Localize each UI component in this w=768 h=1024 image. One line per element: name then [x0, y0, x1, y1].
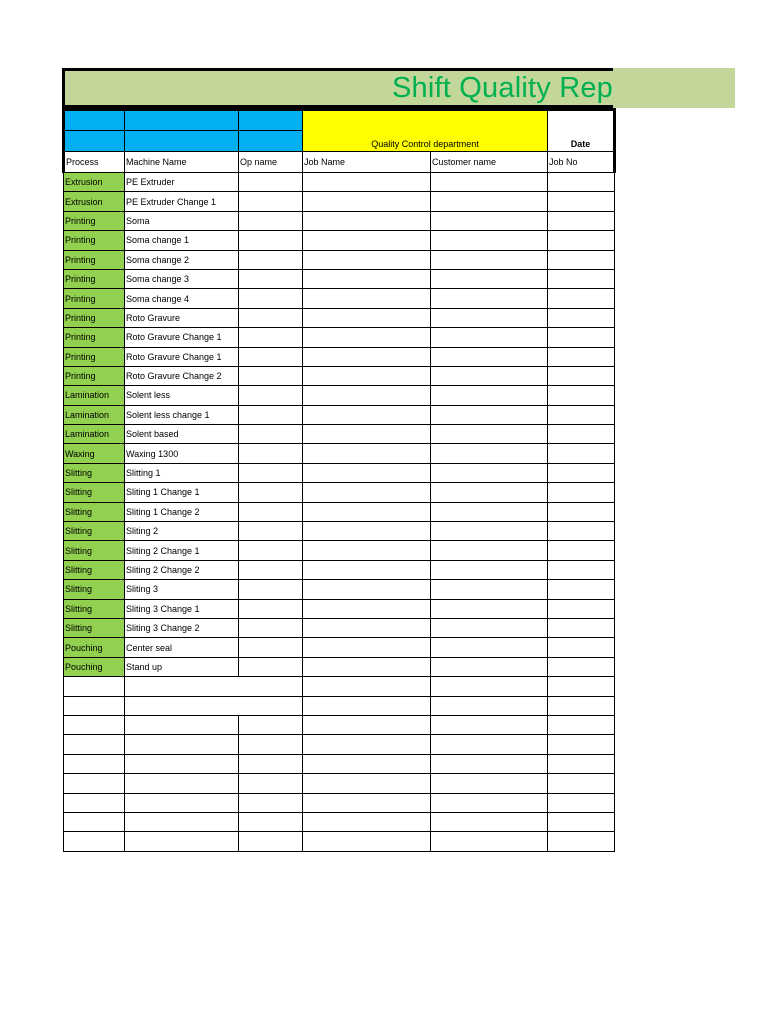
job-name-cell[interactable] [303, 541, 431, 560]
customer-name-cell[interactable] [431, 366, 548, 385]
job-no-cell[interactable] [548, 522, 615, 541]
machine-name-cell: Sliting 3 Change 2 [125, 618, 239, 637]
customer-name-cell[interactable] [431, 463, 548, 482]
process-cell: Waxing [64, 444, 125, 463]
job-name-cell[interactable] [303, 560, 431, 579]
op-name-cell[interactable] [239, 308, 303, 327]
process-cell: Slitting [64, 502, 125, 521]
table-row [64, 657, 615, 676]
table-row [64, 173, 615, 192]
job-name-cell[interactable] [303, 735, 431, 754]
job-name-cell[interactable] [303, 289, 431, 308]
customer-name-cell[interactable] [431, 289, 548, 308]
process-cell[interactable] [64, 793, 125, 812]
op-name-cell[interactable] [239, 289, 303, 308]
job-name-cell[interactable] [303, 192, 431, 211]
job-no-cell[interactable] [548, 580, 615, 599]
table-row [64, 269, 615, 288]
table-row [64, 308, 615, 327]
process-cell: Slitting [64, 560, 125, 579]
process-cell[interactable] [64, 735, 125, 754]
job-no-cell[interactable] [548, 793, 615, 812]
job-name-cell[interactable] [303, 483, 431, 502]
table-row [64, 386, 615, 405]
job-no-cell[interactable] [548, 366, 615, 385]
table-row [64, 541, 615, 560]
process-cell[interactable] [64, 832, 125, 851]
op-name-cell[interactable] [239, 638, 303, 657]
table-row [64, 328, 615, 347]
job-name-cell[interactable] [303, 522, 431, 541]
machine-name-cell: Sliting 2 [125, 522, 239, 541]
process-cell: Slitting [64, 522, 125, 541]
op-name-cell[interactable] [239, 211, 303, 230]
table-row [64, 347, 615, 366]
header-blue-cell[interactable] [64, 131, 125, 152]
machine-name-cell[interactable] [125, 715, 239, 734]
table-row [64, 231, 615, 250]
customer-name-cell[interactable] [431, 754, 548, 773]
process-cell: Printing [64, 328, 125, 347]
op-name-cell[interactable] [239, 541, 303, 560]
machine-name-cell[interactable] [125, 696, 303, 715]
machine-name-cell: Soma [125, 211, 239, 230]
machine-name-cell: Sliting 2 Change 2 [125, 560, 239, 579]
job-name-cell[interactable] [303, 677, 431, 696]
table-row [64, 580, 615, 599]
machine-name-cell: Soma change 3 [125, 269, 239, 288]
process-cell[interactable] [64, 774, 125, 793]
op-name-cell[interactable] [239, 793, 303, 812]
header-blue-cell[interactable] [125, 110, 239, 131]
table-row [64, 425, 615, 444]
job-name-cell[interactable] [303, 696, 431, 715]
job-no-cell[interactable] [548, 483, 615, 502]
op-name-cell[interactable] [239, 812, 303, 831]
job-no-cell[interactable] [548, 328, 615, 347]
machine-name-cell: Soma change 1 [125, 231, 239, 250]
op-name-cell[interactable] [239, 405, 303, 424]
column-header-process: Process [64, 152, 125, 173]
op-name-cell[interactable] [239, 832, 303, 851]
customer-name-cell[interactable] [431, 405, 548, 424]
job-no-cell[interactable] [548, 618, 615, 637]
job-no-cell[interactable] [548, 192, 615, 211]
customer-name-cell[interactable] [431, 812, 548, 831]
table-row [64, 715, 615, 734]
process-cell: Pouching [64, 638, 125, 657]
job-name-cell[interactable] [303, 250, 431, 269]
process-cell: Lamination [64, 386, 125, 405]
table-row [64, 405, 615, 424]
machine-name-cell[interactable] [125, 754, 239, 773]
header-blue-cell[interactable] [239, 131, 303, 152]
machine-name-cell: Roto Gravure [125, 308, 239, 327]
process-cell: Slitting [64, 463, 125, 482]
customer-name-cell[interactable] [431, 715, 548, 734]
table-row [64, 677, 615, 696]
job-name-cell[interactable] [303, 832, 431, 851]
process-cell: Printing [64, 211, 125, 230]
customer-name-cell[interactable] [431, 599, 548, 618]
customer-name-cell[interactable] [431, 211, 548, 230]
customer-name-cell[interactable] [431, 832, 548, 851]
customer-name-cell[interactable] [431, 677, 548, 696]
job-name-cell[interactable] [303, 386, 431, 405]
job-no-cell[interactable] [548, 657, 615, 676]
job-name-cell[interactable] [303, 599, 431, 618]
job-no-cell[interactable] [548, 832, 615, 851]
machine-name-cell[interactable] [125, 677, 303, 696]
job-no-cell[interactable] [548, 211, 615, 230]
machine-name-cell: Center seal [125, 638, 239, 657]
job-name-cell[interactable] [303, 754, 431, 773]
table-row [64, 560, 615, 579]
customer-name-cell[interactable] [431, 638, 548, 657]
customer-name-cell[interactable] [431, 793, 548, 812]
machine-name-cell[interactable] [125, 774, 239, 793]
op-name-cell[interactable] [239, 463, 303, 482]
job-name-cell[interactable] [303, 812, 431, 831]
machine-name-cell: Sliting 1 Change 2 [125, 502, 239, 521]
job-no-cell[interactable] [548, 405, 615, 424]
table-row [64, 192, 615, 211]
table-row [64, 444, 615, 463]
job-name-cell[interactable] [303, 347, 431, 366]
op-name-cell[interactable] [239, 444, 303, 463]
job-no-cell[interactable] [548, 347, 615, 366]
op-name-cell[interactable] [239, 774, 303, 793]
job-no-cell[interactable] [548, 715, 615, 734]
table-row [64, 774, 615, 793]
op-name-cell[interactable] [239, 599, 303, 618]
job-name-cell[interactable] [303, 444, 431, 463]
op-name-cell[interactable] [239, 250, 303, 269]
op-name-cell[interactable] [239, 502, 303, 521]
table-row [64, 366, 615, 385]
op-name-cell[interactable] [239, 269, 303, 288]
customer-name-cell[interactable] [431, 483, 548, 502]
job-no-cell[interactable] [548, 560, 615, 579]
machine-name-cell: Sliting 2 Change 1 [125, 541, 239, 560]
header-blue-cell[interactable] [64, 110, 125, 131]
customer-name-cell[interactable] [431, 502, 548, 521]
job-name-cell[interactable] [303, 269, 431, 288]
column-header-machine: Machine Name [125, 152, 239, 173]
process-cell[interactable] [64, 754, 125, 773]
report-title: Shift Quality Rep [392, 72, 613, 104]
job-name-cell[interactable] [303, 638, 431, 657]
process-cell[interactable] [64, 715, 125, 734]
job-name-cell[interactable] [303, 366, 431, 385]
process-cell[interactable] [64, 677, 125, 696]
job-no-cell[interactable] [548, 425, 615, 444]
op-name-cell[interactable] [239, 192, 303, 211]
column-header-row [64, 152, 615, 173]
machine-name-cell: PE Extruder Change 1 [125, 192, 239, 211]
machine-name-cell: Solent less change 1 [125, 405, 239, 424]
machine-name-cell: Solent based [125, 425, 239, 444]
machine-name-cell[interactable] [125, 793, 239, 812]
customer-name-cell[interactable] [431, 250, 548, 269]
job-no-cell[interactable] [548, 308, 615, 327]
customer-name-cell[interactable] [431, 328, 548, 347]
machine-name-cell: Roto Gravure Change 2 [125, 366, 239, 385]
header-blue-cell[interactable] [239, 110, 303, 131]
job-no-cell[interactable] [548, 541, 615, 560]
process-cell: Printing [64, 366, 125, 385]
machine-name-cell: Soma change 2 [125, 250, 239, 269]
process-cell: Slitting [64, 541, 125, 560]
header-blue-cell[interactable] [125, 131, 239, 152]
job-no-cell[interactable] [548, 444, 615, 463]
customer-name-cell[interactable] [431, 173, 548, 192]
job-no-cell[interactable] [548, 502, 615, 521]
op-name-cell[interactable] [239, 560, 303, 579]
op-name-cell[interactable] [239, 657, 303, 676]
op-name-cell[interactable] [239, 328, 303, 347]
column-header-job-name: Job Name [303, 152, 431, 173]
column-header-customer: Customer name [431, 152, 548, 173]
table-row [64, 599, 615, 618]
job-no-cell[interactable] [548, 599, 615, 618]
job-name-cell[interactable] [303, 580, 431, 599]
job-no-cell[interactable] [548, 173, 615, 192]
process-cell: Slitting [64, 580, 125, 599]
process-cell: Slitting [64, 483, 125, 502]
op-name-cell[interactable] [239, 618, 303, 637]
job-no-cell[interactable] [548, 638, 615, 657]
customer-name-cell[interactable] [431, 696, 548, 715]
job-name-cell[interactable] [303, 793, 431, 812]
process-cell[interactable] [64, 696, 125, 715]
customer-name-cell[interactable] [431, 269, 548, 288]
table-row [64, 211, 615, 230]
job-no-cell[interactable] [548, 696, 615, 715]
process-cell: Slitting [64, 599, 125, 618]
job-name-cell[interactable] [303, 425, 431, 444]
table-row [64, 793, 615, 812]
report-table [62, 108, 616, 852]
machine-name-cell: Slitting 1 [125, 463, 239, 482]
process-cell: Printing [64, 250, 125, 269]
job-name-cell[interactable] [303, 211, 431, 230]
process-cell: Printing [64, 289, 125, 308]
job-name-cell[interactable] [303, 308, 431, 327]
job-no-cell[interactable] [548, 231, 615, 250]
table-row [64, 618, 615, 637]
column-header-job-no: Job No [548, 152, 615, 173]
job-no-cell[interactable] [548, 735, 615, 754]
job-no-cell[interactable] [548, 250, 615, 269]
customer-name-cell[interactable] [431, 231, 548, 250]
customer-name-cell[interactable] [431, 618, 548, 637]
op-name-cell[interactable] [239, 754, 303, 773]
job-name-cell[interactable] [303, 405, 431, 424]
process-cell: Extrusion [64, 173, 125, 192]
machine-name-cell: Waxing 1300 [125, 444, 239, 463]
job-no-cell[interactable] [548, 463, 615, 482]
date-label: Date [548, 110, 615, 152]
op-name-cell[interactable] [239, 231, 303, 250]
process-cell: Printing [64, 231, 125, 250]
machine-name-cell: Roto Gravure Change 1 [125, 347, 239, 366]
table-row [64, 832, 615, 851]
machine-name-cell: Roto Gravure Change 1 [125, 328, 239, 347]
job-no-cell[interactable] [548, 386, 615, 405]
job-name-cell[interactable] [303, 231, 431, 250]
department-title: Quality Control department [303, 110, 548, 152]
customer-name-cell[interactable] [431, 522, 548, 541]
job-name-cell[interactable] [303, 657, 431, 676]
job-no-cell[interactable] [548, 289, 615, 308]
op-name-cell[interactable] [239, 425, 303, 444]
customer-name-cell[interactable] [431, 347, 548, 366]
machine-name-cell: Sliting 3 [125, 580, 239, 599]
job-name-cell[interactable] [303, 173, 431, 192]
machine-name-cell: Sliting 3 Change 1 [125, 599, 239, 618]
machine-name-cell: PE Extruder [125, 173, 239, 192]
customer-name-cell[interactable] [431, 386, 548, 405]
table-row [64, 522, 615, 541]
machine-name-cell: Stand up [125, 657, 239, 676]
op-name-cell[interactable] [239, 735, 303, 754]
job-name-cell[interactable] [303, 328, 431, 347]
table-row [64, 638, 615, 657]
process-cell[interactable] [64, 812, 125, 831]
process-cell: Lamination [64, 405, 125, 424]
table-row [64, 250, 615, 269]
op-name-cell[interactable] [239, 580, 303, 599]
process-cell: Printing [64, 269, 125, 288]
table-row [64, 463, 615, 482]
job-no-cell[interactable] [548, 269, 615, 288]
customer-name-cell[interactable] [431, 774, 548, 793]
customer-name-cell[interactable] [431, 657, 548, 676]
customer-name-cell[interactable] [431, 444, 548, 463]
job-no-cell[interactable] [548, 812, 615, 831]
process-cell: Printing [64, 308, 125, 327]
table-row [64, 289, 615, 308]
table-row [64, 812, 615, 831]
op-name-cell[interactable] [239, 522, 303, 541]
machine-name-cell[interactable] [125, 735, 239, 754]
process-cell: Printing [64, 347, 125, 366]
customer-name-cell[interactable] [431, 541, 548, 560]
op-name-cell[interactable] [239, 347, 303, 366]
customer-name-cell[interactable] [431, 308, 548, 327]
customer-name-cell[interactable] [431, 580, 548, 599]
job-name-cell[interactable] [303, 774, 431, 793]
job-name-cell[interactable] [303, 618, 431, 637]
customer-name-cell[interactable] [431, 425, 548, 444]
table-row [64, 735, 615, 754]
process-cell: Slitting [64, 618, 125, 637]
machine-name-cell: Soma change 4 [125, 289, 239, 308]
op-name-cell[interactable] [239, 366, 303, 385]
table-row [64, 696, 615, 715]
op-name-cell[interactable] [239, 483, 303, 502]
job-no-cell[interactable] [548, 677, 615, 696]
process-cell: Extrusion [64, 192, 125, 211]
job-name-cell[interactable] [303, 463, 431, 482]
column-header-op: Op name [239, 152, 303, 173]
job-name-cell[interactable] [303, 715, 431, 734]
table-row [64, 483, 615, 502]
customer-name-cell[interactable] [431, 735, 548, 754]
job-no-cell[interactable] [548, 754, 615, 773]
process-cell: Lamination [64, 425, 125, 444]
op-name-cell[interactable] [239, 386, 303, 405]
machine-name-cell[interactable] [125, 812, 239, 831]
customer-name-cell[interactable] [431, 560, 548, 579]
table-row [64, 502, 615, 521]
job-no-cell[interactable] [548, 774, 615, 793]
job-name-cell[interactable] [303, 502, 431, 521]
op-name-cell[interactable] [239, 173, 303, 192]
machine-name-cell[interactable] [125, 832, 239, 851]
op-name-cell[interactable] [239, 715, 303, 734]
machine-name-cell: Sliting 1 Change 1 [125, 483, 239, 502]
table-row [64, 754, 615, 773]
customer-name-cell[interactable] [431, 192, 548, 211]
process-cell: Pouching [64, 657, 125, 676]
machine-name-cell: Solent less [125, 386, 239, 405]
